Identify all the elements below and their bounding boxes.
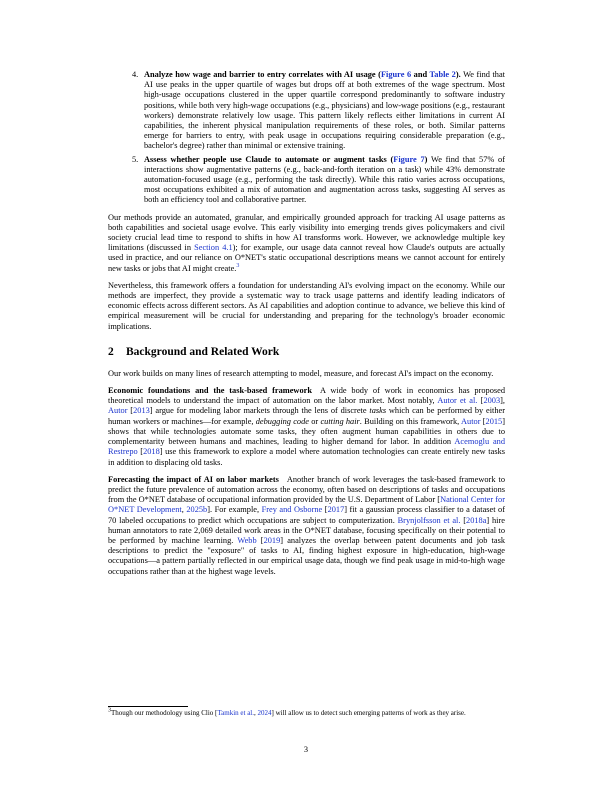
- finding-body: We find that AI use peaks in the upper quartile of wages but drops off at both extremes of the wage spectrum. Most high-usage occupations clustered in the upper quartile correspond predominantly to software industry positions, while both very high-wage occupations (e.g., physicians) and low-wage positions (e.g., restaurant workers) demonstrate relatively low usage. This pattern likely reflects either limitations in current AI capabilities, the inherent physical manipulation requirements of these roles, or both. Similar patterns emerge for barriers to entry, with peak usage in occupations requiring considerable preparation (e.g., bachelor's degree) rather than minimal or extensive training.: [144, 70, 505, 151]
- citation-link[interactable]: 2018a: [466, 515, 487, 525]
- citation-link[interactable]: 2024: [257, 709, 272, 717]
- footnote: $^3$Though our methodology using Clio [Tamkin et al., 2024] will allow us to detect such emerging patterns of work as they arise.: [108, 707, 466, 717]
- finding-number: 4.: [132, 70, 139, 79]
- nevertheless-paragraph: Nevertheless, this framework offers a foundation for understanding AI's evolving impact on the economy. While our methods are imperfect, they provide a systematic way to track usage patterns and identify leading indicators of economic effects across different sectors. As AI capabilities and adoption continue to advance, we believe this kind of empirical measurement will be crucial for understanding and preparing for the technology's broader economic implications.: [108, 280, 505, 331]
- finding-item: [132, 154, 506, 206]
- citation-link[interactable]: Brynjolfsson et al.: [397, 515, 461, 525]
- citation-link[interactable]: Autor: [108, 406, 128, 416]
- paper-page: [108, 70, 505, 584]
- citation-link[interactable]: 2018: [143, 447, 160, 457]
- forecasting-paragraph: Forecasting the impact of AI on labor markets Another branch of work leverages the task-based framework to predict the future prevalence of automation across the economy, often based on descriptions of tasks and occupations from the O*NET database of occupational information provided by the U.S. Department of Labor [National Center for O*NET Development, 2025b]. For example, Frey and Osborne [2017] fit a gaussian process classifier to a dataset of 70 labeled occupations to predict which occupations are subject to computerization. Brynjolfsson et al. [2018a] hire human annotators to rate 2,069 detailed work areas in the O*NET database, focusing specifically on their potential to be performed by machine learning. Webb [2019] analyzes the overlap between patent documents and job task descriptions to predict the "exposure" of tasks to AI, finding highest exposure in high-education, high-wage occupations—a pattern partially reflected in our empirical usage data, though we find peak usage in mid-to-high wage occupations rather than at the highest wage levels.: [108, 474, 506, 576]
- finding-title: Assess whether people use Claude to automate or augment tasks (Figure 7): [144, 154, 428, 164]
- citation-link[interactable]: National Center for O*NET Development: [108, 495, 505, 515]
- methods-paragraph: Our methods provide an automated, granular, and empirically grounded approach for tracking AI usage patterns as both capabilities and societal usage evolve. This early visibility into emerging trends gives policymakers and civil society crucial lead time to respond to shifts in how AI transforms work. However, we acknowledge multiple key limitations (discussed in Section 4.1); for example, our usage data cannot reveal how Claude's outputs are actually used in practice, and our reliance on O*NET's static occupational descriptions means we cannot account for entirely new tasks or jobs that AI might create.$^3$: [108, 212, 505, 273]
- section-link[interactable]: Section 4.1: [194, 243, 233, 253]
- citation-link[interactable]: Webb: [237, 535, 257, 545]
- citation-link[interactable]: Autor et al.: [437, 396, 478, 406]
- figure-link[interactable]: Figure 6: [380, 70, 412, 79]
- citation-link[interactable]: 2003: [483, 396, 501, 406]
- paragraph-heading: Forecasting the impact of AI on labor markets: [108, 474, 279, 484]
- citation-link[interactable]: Tamkin et al.: [217, 709, 254, 717]
- citation-link[interactable]: 2025b: [186, 505, 208, 515]
- page-number: 3: [303, 745, 309, 754]
- section-number: 2: [108, 345, 114, 358]
- citation-link[interactable]: Frey and Osborne: [261, 505, 323, 515]
- intro-paragraph: Our work builds on many lines of research attempting to model, measure, and forecast AI's impact on the economy.: [108, 368, 494, 378]
- citation-link[interactable]: 2015: [485, 416, 503, 426]
- figure-link[interactable]: Figure 7: [393, 154, 425, 164]
- footnote-marker[interactable]: 3: [236, 262, 240, 269]
- section-heading: [108, 345, 505, 359]
- citation-link[interactable]: 2017: [327, 505, 345, 515]
- paragraph-heading: Economic foundations and the task-based framework: [108, 386, 312, 396]
- citation-link[interactable]: 2013: [133, 406, 150, 416]
- economic-foundations-paragraph: Economic foundations and the task-based framework A wide body of work in economics has proposed theoretical models to understand the impact of automation on the labor market. Most notably, Autor et al. [2003], Autor [2013] argue for modeling labor markets through the lens of discrete tasks which can be performed by either human workers or machines—for example, debugging code or cutting hair. Building on this framework, Autor [2015] shows that while technologies automate some tasks, they often augment human capabilities in others due to complementarity between humans and machines, leading to higher demand for labor. In addition Acemoglu and Restrepo [2018] use this framework to explore a model where automation technologies can create entirely new tasks in addition to displacing old tasks.: [108, 386, 506, 467]
- finding-body: We find that 57% of interactions show augmentative patterns (e.g., back-and-forth iteration on a task) while 43% demonstrate automation-focused usage (e.g., performing the task directly). While this ratio varies across occupations, most occupations exhibited a mix of automation and augmentation across tasks, suggesting AI serves as both an efficiency tool and collaborative partner.: [144, 154, 506, 205]
- table-link[interactable]: Table 2: [429, 70, 456, 79]
- footnote-divider: [108, 706, 188, 707]
- footnote-number: 3: [108, 707, 111, 714]
- citation-link[interactable]: Acemoglu and Restrepo: [108, 437, 506, 457]
- section-title: Background and Related Work: [126, 345, 280, 358]
- finding-title: Analyze how wage and barrier to entry correlates with AI usage (Figure 6 and Table 2).: [144, 70, 461, 79]
- finding-item: [132, 70, 505, 152]
- finding-number: 5.: [132, 154, 139, 164]
- citation-link[interactable]: 2019: [263, 535, 281, 545]
- findings-list: [108, 70, 505, 206]
- citation-link[interactable]: Autor: [461, 416, 481, 426]
